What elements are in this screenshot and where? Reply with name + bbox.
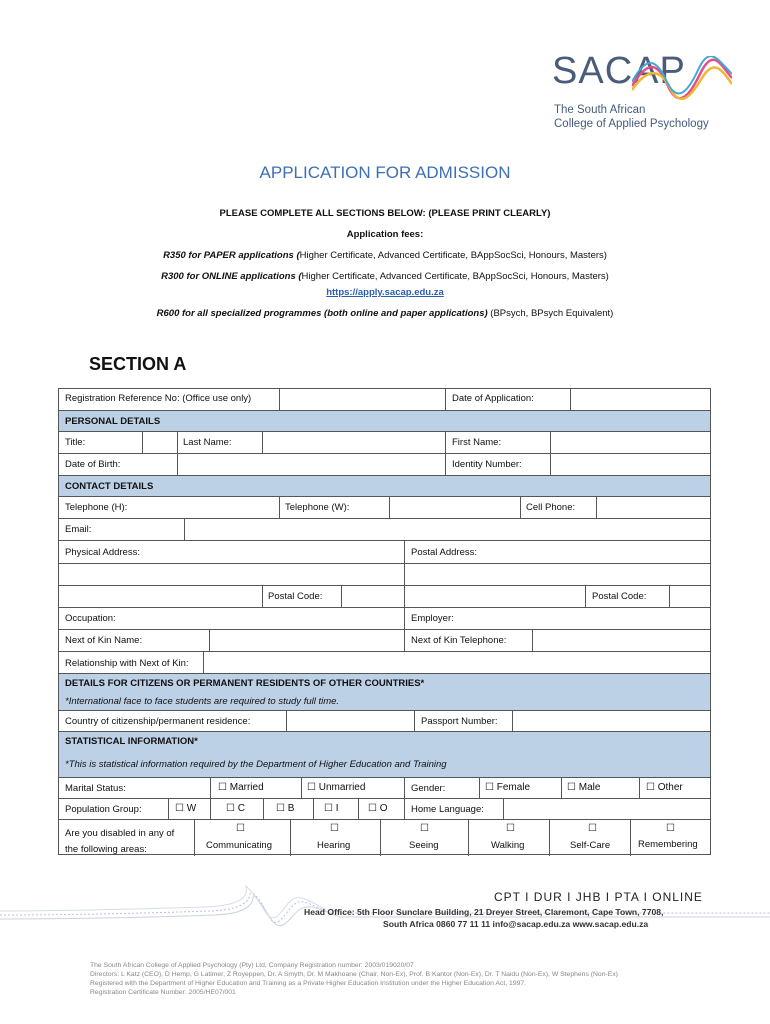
pop-b-checkbox[interactable]: ☐ B — [276, 803, 295, 814]
footer-fine-4: Registration Certificate Number: 2005/HE07/001 — [90, 989, 236, 996]
citizenship-label: Country of citizenship/permanent residence: — [65, 716, 251, 727]
logo-line-1: The South African — [554, 104, 646, 116]
home-language-label: Home Language: — [411, 804, 484, 815]
pop-o-checkbox[interactable]: ☐ O — [368, 803, 388, 814]
fee-specialized-bold: R600 for all specialized programmes (both online and paper applications) — [156, 308, 488, 319]
walking-checkbox[interactable]: ☐ — [506, 823, 515, 834]
pop-c-checkbox[interactable]: ☐ C — [226, 803, 245, 814]
row-address-labels — [58, 540, 711, 564]
contact-details-header — [58, 475, 711, 497]
logo-line-2: College of Applied Psychology — [554, 118, 709, 130]
dob-label: Date of Birth: — [65, 459, 121, 470]
population-label: Population Group: — [65, 804, 142, 815]
cell-label: Cell Phone: — [526, 502, 576, 513]
disabled-label-1: Are you disabled in any of — [65, 828, 175, 839]
fee-specialized-rest: (BPsych, BPsych Equivalent) — [487, 308, 614, 319]
title-label: Title: — [65, 437, 86, 448]
remembering-label: Remembering — [638, 839, 698, 850]
row-citizenship — [58, 710, 711, 732]
fees-label: Application fees: — [346, 229, 424, 240]
row-nok-relationship — [58, 651, 711, 674]
unmarried-checkbox[interactable]: ☐ Unmarried — [307, 782, 366, 793]
intl-note: *International face to face students are required to study full time. — [65, 696, 340, 707]
page-title: APPLICATION FOR ADMISSION — [259, 163, 511, 182]
apply-link[interactable]: https://apply.sacap.edu.za — [326, 287, 444, 298]
gender-label: Gender: — [411, 783, 446, 794]
communicating-checkbox[interactable]: ☐ — [236, 823, 245, 834]
footer-fine-1: The South African College of Applied Psychology (Pty) Ltd, Company Registration number: 2003/019020/07 — [90, 962, 414, 969]
logo-wordmark: SACAP — [552, 50, 686, 92]
row-occupation — [58, 607, 711, 630]
row-next-of-kin — [58, 629, 711, 652]
row-population — [58, 798, 711, 820]
footer-fine-3: Registered with the Department of Higher Education and Training as a Private Higher Education Institution under the Higher Education Act, 1997. — [90, 980, 527, 987]
application-form — [58, 388, 711, 855]
postal-code-2-label: Postal Code: — [592, 591, 647, 602]
selfcare-checkbox[interactable]: ☐ — [588, 823, 597, 834]
id-number-label: Identity Number: — [452, 459, 522, 470]
section-title: SECTION A — [89, 354, 187, 374]
footer-campuses: CPT I DUR I JHB I PTA I ONLINE — [494, 890, 703, 904]
occupation-label: Occupation: — [65, 613, 116, 624]
personal-details-header — [58, 410, 711, 432]
fee-online-bold: R300 for ONLINE applications ( — [161, 271, 302, 282]
nok-name-label: Next of Kin Name: — [65, 635, 143, 646]
row-registration — [58, 388, 711, 410]
female-checkbox[interactable]: ☐ Female — [485, 782, 531, 793]
row-email — [58, 518, 711, 541]
seeing-checkbox[interactable]: ☐ — [420, 823, 429, 834]
personal-details-label: PERSONAL DETAILS — [65, 416, 161, 427]
row-telephone — [58, 496, 711, 519]
fee-paper — [0, 250, 770, 261]
nok-tel-label: Next of Kin Telephone: — [411, 635, 507, 646]
intl-header-label: DETAILS FOR CITIZENS OR PERMANENT RESIDENTS OF OTHER COUNTRIES* — [65, 678, 425, 689]
row-address-blank — [58, 563, 711, 586]
nok-rel-label: Relationship with Next of Kin: — [65, 658, 189, 669]
fee-online — [0, 271, 770, 282]
seeing-label: Seeing — [409, 840, 439, 851]
physical-address-label: Physical Address: — [65, 547, 140, 558]
footer-head-office: Head Office: 5th Floor Sunclare Building, 21 Dreyer Street, Claremont, Cape Town, 7708, — [304, 907, 664, 917]
male-checkbox[interactable]: ☐ Male — [567, 782, 601, 793]
apply-link-wrap — [0, 287, 770, 298]
employer-label: Employer: — [411, 613, 454, 624]
intl-header — [58, 673, 711, 711]
instruction: PLEASE COMPLETE ALL SECTIONS BELOW: (PLEASE PRINT CLEARLY) — [219, 208, 551, 219]
pop-i-checkbox[interactable]: ☐ I — [324, 803, 339, 814]
row-postal-codes — [58, 585, 711, 608]
row-names — [58, 431, 711, 454]
tel-w-label: Telephone (W): — [285, 502, 350, 513]
contact-details-label: CONTACT DETAILS — [65, 481, 154, 492]
postal-code-1-label: Postal Code: — [268, 591, 323, 602]
hearing-label: Hearing — [317, 840, 351, 851]
last-name-label: Last Name: — [183, 437, 232, 448]
selfcare-label: Self-Care — [570, 840, 611, 851]
other-checkbox[interactable]: ☐ Other — [646, 782, 683, 793]
married-checkbox[interactable]: ☐ Married — [218, 782, 264, 793]
postal-address-label: Postal Address: — [411, 547, 478, 558]
fee-specialized — [0, 308, 770, 319]
fee-paper-rest: Higher Certificate, Advanced Certificate, BAppSocSci, Honours, Masters) — [299, 250, 607, 261]
disabled-label-2: the following areas: — [65, 844, 147, 855]
hearing-checkbox[interactable]: ☐ — [330, 823, 339, 834]
fee-paper-bold: R350 for PAPER applications ( — [163, 250, 300, 261]
walking-label: Walking — [491, 840, 525, 851]
date-app-label: Date of Application: — [452, 393, 534, 404]
footer-fine-2: Directors: L Katz (CEO), D Hemp, G Latimer, Z Royeppen, Dr. A Smyth, Dr. M Makhoane (Chair, Non-Ex), Prof. B Kantor (Non-Ex), Dr. T Naidu (Non-Ex), W Stephens (Non-Ex) — [90, 971, 618, 978]
communicating-label: Communicating — [206, 840, 272, 851]
tel-h-label: Telephone (H): — [65, 502, 128, 513]
reg-ref-label: Registration Reference No: (Office use only) — [65, 393, 252, 404]
email-label: Email: — [65, 524, 92, 535]
logo-wave-icon — [632, 56, 732, 102]
fee-online-rest: Higher Certificate, Advanced Certificate, BAppSocSci, Honours, Masters) — [301, 271, 609, 282]
row-disability — [58, 819, 711, 856]
row-dob — [58, 453, 711, 476]
remembering-checkbox[interactable]: ☐ — [666, 823, 675, 834]
stat-note: *This is statistical information required by the Department of Higher Education and Training — [65, 759, 447, 770]
footer-contact: South Africa 0860 77 11 11 info@sacap.edu.za www.sacap.edu.za — [383, 919, 649, 929]
stat-header-label: STATISTICAL INFORMATION* — [65, 736, 198, 747]
stat-header — [58, 731, 711, 778]
sacap-logo — [552, 50, 732, 140]
row-marital — [58, 777, 711, 799]
marital-label: Marital Status: — [65, 783, 126, 794]
first-name-label: First Name: — [452, 437, 502, 448]
passport-label: Passport Number: — [421, 716, 498, 727]
pop-w-checkbox[interactable]: ☐ W — [175, 803, 197, 814]
